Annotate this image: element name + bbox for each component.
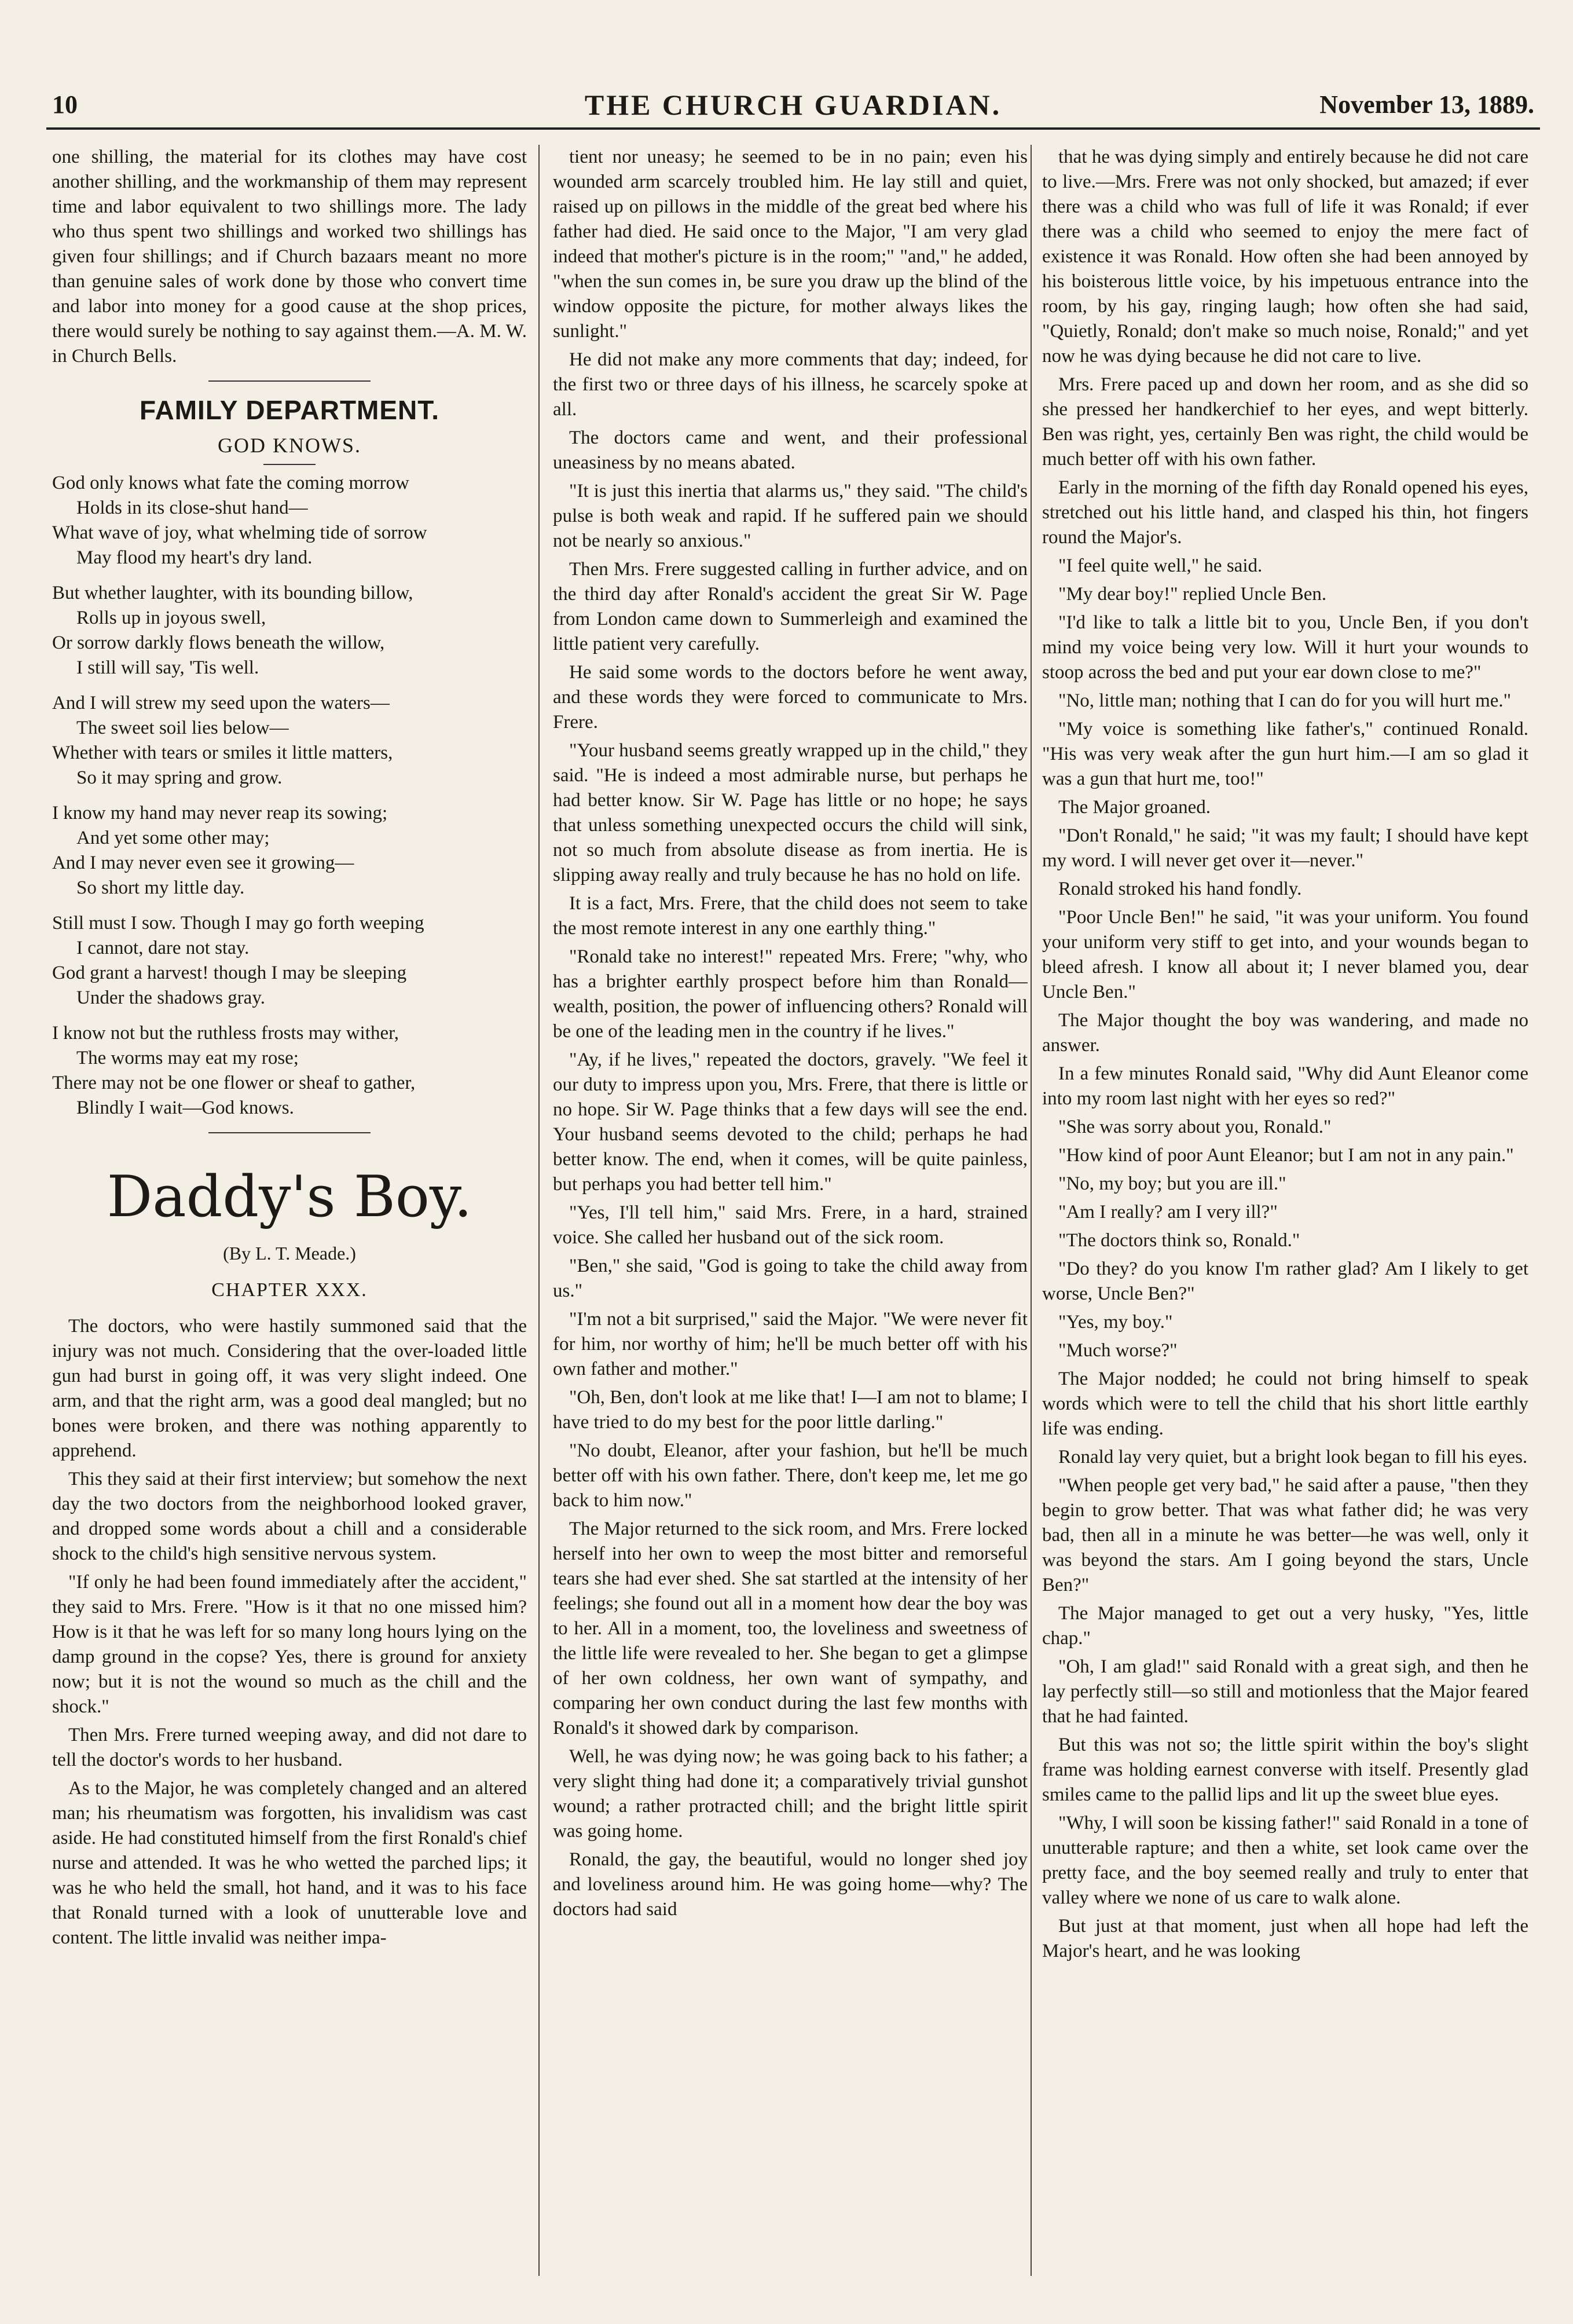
paragraph: This they said at their first interview; but somehow the next day the two doctors from the neighborhood looked graver, and dropped some words about a chill and a considerable shock to the child's high sensitive nervous system. [52, 1469, 527, 1564]
story-text [52, 1314, 527, 1950]
poem-divider [263, 464, 316, 465]
poem-stanza [52, 911, 527, 1011]
poem-line: The worms may eat my rose; [76, 1048, 299, 1068]
paragraph: "No doubt, Eleanor, after your fashion, but he'll be much better off with his own father. There, don't keep me, let me go back to him now." [553, 1440, 1028, 1511]
paragraph: "Yes, I'll tell him," said Mrs. Frere, in a hard, strained voice. She called her husband out of the sick room. [553, 1202, 1028, 1248]
paragraph: "When people get very bad," he said after a pause, "then they begin to grow better. That was what father did; he was very bad, then all in a minute he was better—he was well, only it was beyond the stars. Am I going beyond the stars, Uncle Ben?" [1042, 1475, 1528, 1595]
newspaper-title: THE CHURCH GUARDIAN. [584, 89, 1002, 121]
poem-line: Rolls up in joyous swell, [76, 607, 266, 628]
paragraph: "I'd like to talk a little bit to you, Uncle Ben, if you don't mind my voice being very low. Will it hurt your wounds to stoop across the bed and put your ear down close to me?" [1042, 612, 1528, 683]
paragraph: "Much worse?" [1058, 1340, 1178, 1361]
paragraph: that he was dying simply and entirely because he did not care to live.—Mrs. Frere was not only shocked, but amazed; if ever there was a child who was full of life it was Ronald; if ever there was a child who seemed to enjoy the mere fact of existence it was Ronald. How often she had been annoyed by his boisterous little voice, by his impetuous entrance into the room, by his gay, ringing laugh; how often she had said, "Quietly, Ronald; don't make so much noise, Ronald;" and yet now he was dying because he did not care to live. [1042, 147, 1528, 367]
paragraph: "Oh, Ben, don't look at me like that! I—I am not to blame; I have tried to do my best for the poor little darling." [553, 1387, 1028, 1433]
paragraph: "I'm not a bit surprised," said the Major. "We were never fit for him, nor worthy of him; he'll be much better off with his own father and mother." [553, 1309, 1028, 1379]
paragraph: Then Mrs. Frere suggested calling in further advice, and on the third day after Ronald's accident the great Sir W. Page from London came down to Summerleigh and examined the little patient very carefully. [553, 559, 1028, 654]
paragraph: "Why, I will soon be kissing father!" said Ronald in a tone of unutterable rapture; and then a white, set look came over the pretty face, and the boy seemed really and truly to enter that valley where we none of us care to walk alone. [1042, 1813, 1528, 1908]
paragraph: "She was sorry about you, Ronald." [1058, 1117, 1332, 1137]
paragraph: "My voice is something like father's," continued Ronald. "His was very weak after the gun hurt him.—I am so glad it was a gun that hurt me, too!" [1042, 719, 1528, 789]
paragraph: "Ronald take no interest!" repeated Mrs. Frere; "why, who has a brighter earthly prospect before him than Ronald—wealth, position, the power of influencing others? Ronald will be one of the leading men in the country if he lives." [553, 946, 1028, 1042]
paragraph: Early in the morning of the fifth day Ronald opened his eyes, stretched out his little hand, and clasped his thin, hot fingers round the Major's. [1042, 477, 1528, 548]
paragraph: "It is just this inertia that alarms us," they said. "The child's pulse is both weak and rapid. If he suffered pain we should not be nearly so anxious." [553, 481, 1028, 551]
paragraph: "The doctors think so, Ronald." [1058, 1230, 1300, 1251]
column-3 [1042, 145, 1528, 2276]
paragraph: The doctors, who were hastily summoned said that the injury was not much. Considering that the over-loaded little gun had burst in going off, it was very slight indeed. One arm, and that the right arm, was a good deal mangled; but no bones were broken, and there was nothing apparently to apprehend. [52, 1316, 527, 1461]
paragraph: "Oh, I am glad!" said Ronald with a great sigh, and then he lay perfectly still—so still and motionless that the Major feared that he had fainted. [1042, 1656, 1528, 1727]
chapter-heading: CHAPTER XXX. [211, 1279, 368, 1301]
paragraph: The doctors came and went, and their professional uneasiness by no means abated. [553, 427, 1028, 473]
poem-line: And I may never even see it growing— [52, 852, 354, 873]
poem-line: Under the shadows gray. [76, 987, 265, 1008]
poem-line: And yet some other may; [76, 828, 270, 848]
paragraph: It is a fact, Mrs. Frere, that the child does not seem to take the most remote interest in any one earthly thing." [553, 893, 1028, 939]
paragraph: Ronald stroked his hand fondly. [1058, 879, 1302, 899]
paragraph: The Major returned to the sick room, and Mrs. Frere locked herself into her own to weep the most bitter and remorseful tears she had ever shed. She sat startled at the intensity of her feelings; she found out all in a moment how dear the boy was to her. All in a moment, too, the loveliness and sweetness of the little life were revealed to her. She began to get a glimpse of her own coldness, her own want of sympathy, and comparing her own conduct during the last few months with Ronald's it showed dark by comparison. [553, 1518, 1028, 1739]
story-title: Daddy's Boy. [107, 1164, 472, 1230]
paragraph: Well, he was dying now; he was going back to his father; a very slight thing had done it; a comparatively trivial gunshot wound; a rather protracted chill; and the bright little spirit was going home. [553, 1746, 1028, 1842]
poem-line: Whether with tears or smiles it little matters, [52, 742, 393, 763]
paragraph: But this was not so; the little spirit within the boy's slight frame was holding earnest converse with itself. Presently glad smiles came to the pallid lips and lit up the sweet blue eyes. [1042, 1734, 1528, 1805]
paragraph: The Major managed to get out a very husky, "Yes, little chap." [1042, 1603, 1528, 1649]
poem-stanza [52, 801, 527, 901]
byline: (By L. T. Meade.) [223, 1243, 356, 1264]
paragraph: "No, my boy; but you are ill." [1058, 1173, 1286, 1194]
paragraph: But just at that moment, just when all hope had left the Major's heart, and he was looking [1042, 1916, 1528, 1961]
poem-line: What wave of joy, what whelming tide of sorrow [52, 522, 427, 543]
poem-line: May flood my heart's dry land. [76, 547, 313, 568]
poem-line: I know not but the ruthless frosts may wither, [52, 1023, 399, 1044]
masthead [46, 87, 1540, 130]
paragraph: "Do they? do you know I'm rather glad? Am I likely to get worse, Uncle Ben?" [1042, 1258, 1528, 1304]
paragraph: The Major groaned. [1058, 797, 1211, 818]
poem [52, 471, 527, 1121]
paragraph: "Yes, my boy." [1058, 1312, 1173, 1333]
poem-line: Still must I sow. Though I may go forth weeping [52, 913, 424, 934]
poem-line: God grant a harvest! though I may be sleeping [52, 962, 407, 983]
paragraph: "If only he had been found immediately after the accident," they said to Mrs. Frere. "How is it that no one missed him? How is it that he was left for so many long hours lying on the damp ground in the copse? Yes, there is ground for anxiety now; but it is not the wound so much as the chill and the shock." [52, 1572, 527, 1717]
poem-stanza [52, 581, 527, 680]
paragraph: Ronald, the gay, the beautiful, would no longer shed joy and loveliness around him. He was going home—why? The doctors had said [553, 1849, 1028, 1920]
poem-line: The sweet soil lies below— [76, 718, 289, 738]
paragraph: He did not make any more comments that day; indeed, for the first two or three days of his illness, he scarcely spoke at all. [553, 349, 1028, 420]
poem-line: Or sorrow darkly flows beneath the willow, [52, 632, 385, 653]
column-2 [553, 145, 1028, 2276]
paragraph: "How kind of poor Aunt Eleanor; but I am not in any pain." [1058, 1145, 1514, 1166]
paragraph: "My dear boy!" replied Uncle Ben. [1058, 584, 1327, 605]
paragraph: "Ben," she said, "God is going to take the child away from us." [553, 1256, 1028, 1301]
paragraph: The Major thought the boy was wandering, and made no answer. [1042, 1010, 1528, 1056]
paragraph: Ronald lay very quiet, but a bright look began to fill his eyes. [1058, 1447, 1528, 1467]
page-number: 10 [52, 90, 78, 119]
paragraph: He said some words to the doctors before he went away, and these words they were forced to communicate to Mrs. Frere. [553, 662, 1028, 733]
column-rule [1031, 145, 1032, 2276]
poem-line: So it may spring and grow. [76, 767, 283, 788]
poem-line: I still will say, 'Tis well. [76, 657, 259, 678]
paragraph: "Am I really? am I very ill?" [1058, 1202, 1278, 1223]
poem-line: But whether laughter, with its bounding billow, [52, 583, 413, 603]
paragraph: "Don't Ronald," he said; "it was my fault; I should have kept my word. I will never get over it—never." [1042, 825, 1528, 871]
paragraph: "Ay, if he lives," repeated the doctors, gravely. "We feel it our duty to impress upon you, Mrs. Frere, that there is little or no hope. Sir W. Page thinks that a few days will see the end. Your husband seems devoted to the child; perhaps he had better know. The end, when it comes, will be quite painless, but perhaps you had better tell him." [553, 1049, 1028, 1195]
paragraph: Then Mrs. Frere turned weeping away, and did not dare to tell the doctor's words to her husband. [52, 1725, 527, 1770]
column-1 [52, 145, 527, 2276]
poem-title: GOD KNOWS. [218, 434, 361, 457]
poem-stanza [52, 691, 527, 790]
poem-line: I cannot, dare not stay. [76, 938, 250, 958]
paragraph: "No, little man; nothing that I can do for you will hurt me." [1058, 690, 1512, 711]
paragraph: "Your husband seems greatly wrapped up in the child," they said. "He is indeed a most admirable nurse, but perhaps he had better know. Sir W. Page has little or no hope; he says that unless something unexpected occurs the child will sink, not so much from absolute disease as from inertia. He is slipping away really and truly because he has no hold on life. [553, 740, 1028, 885]
paragraph: In a few minutes Ronald said, "Why did Aunt Eleanor come into my room last night with her eyes so red?" [1042, 1063, 1528, 1109]
poem-line: So short my little day. [76, 877, 245, 898]
section-divider [208, 1132, 371, 1133]
section-divider [208, 380, 371, 382]
poem-line: There may not be one flower or sheaf to gather, [52, 1073, 416, 1093]
paragraph: The Major nodded; he could not bring himself to speak words which were to tell the child that his short little earthly life was ending. [1042, 1368, 1528, 1439]
poem-line: Blindly I wait—God knows. [76, 1097, 294, 1118]
issue-date: November 13, 1889. [1319, 90, 1534, 119]
article-continuation: one shilling, the material for its clothes may have cost another shilling, and the workmanship of them may represent time and labor equivalent to two shillings more. The lady who thus spent two shillings and worked two shillings has given four shillings; and if Church bazaars meant no more than genuine sales of work done by those who convert time and labor into money for a good cause at the shop prices, there would surely be nothing to say against them.—A. M. W. in Church Bells. [52, 147, 527, 367]
paragraph: "Poor Uncle Ben!" he said, "it was your uniform. You found your uniform very stiff to get into, and your wounds began to bleed afresh. I know all about it; I never blamed you, dear Uncle Ben." [1042, 907, 1528, 1002]
poem-line: Holds in its close-shut hand— [76, 497, 308, 518]
poem-line: God only knows what fate the coming morrow [52, 473, 409, 493]
poem-stanza [52, 471, 527, 570]
poem-line: I know my hand may never reap its sowing; [52, 803, 388, 824]
paragraph: tient nor uneasy; he seemed to be in no pain; even his wounded arm scarcely troubled him. He lay still and quiet, raised up on pillows in the middle of the great bed where his father had died. He said once to the Major, "I am very glad indeed that mother's picture is in the room;" "and," he added, "when the sun comes in, be sure you draw up the blind of the window opposite the picture, for mother always likes the sunlight." [553, 147, 1028, 342]
poem-stanza [52, 1021, 527, 1121]
column-rule [538, 145, 540, 2276]
paragraph: "I feel quite well," he said. [1058, 555, 1263, 576]
section-heading: FAMILY DEPARTMENT. [139, 395, 440, 425]
paragraph: Mrs. Frere paced up and down her room, and as she did so she pressed her handkerchief to her eyes, and wept bitterly. Ben was right, yes, certainly Ben was right, the child would be much better off with his own father. [1042, 374, 1528, 470]
paragraph: As to the Major, he was completely changed and an altered man; his rheumatism was forgotten, his invalidism was cast aside. He had constituted himself from the first Ronald's chief nurse and attended. It was he who wetted the parched lips; it was he who held the small, hot hand, and it was to his face that Ronald turned with a look of unutterable love and content. The little invalid was neither impa- [52, 1778, 527, 1948]
poem-line: And I will strew my seed upon the waters— [52, 693, 390, 713]
